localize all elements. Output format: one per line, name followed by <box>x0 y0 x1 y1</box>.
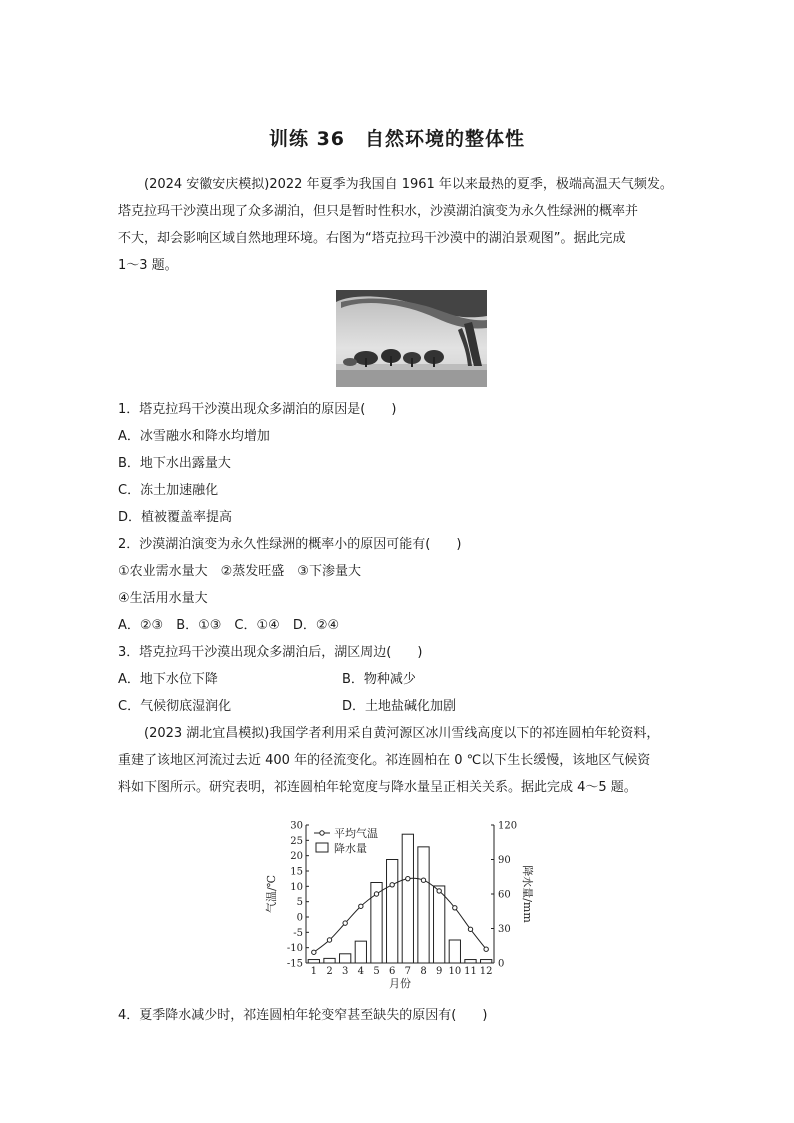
option-d[interactable]: D．植被覆盖率提高 <box>118 510 233 525</box>
option-a[interactable]: A．冰雪融水和降水均增加 <box>118 429 270 444</box>
x-tick-label: 9 <box>435 966 443 977</box>
x-tick-label: 5 <box>373 966 380 977</box>
answer-options[interactable]: A．②③ B．①③ C．①④ D．②④ <box>118 618 340 633</box>
legend-bar-swatch <box>316 843 328 852</box>
question-stem: 4．夏季降水减少时，祁连圆柏年轮变窄甚至缺失的原因有( ) <box>118 1008 488 1023</box>
right-tick-label: 60 <box>498 889 511 901</box>
x-tick-label: 7 <box>404 966 412 977</box>
precipitation-bar <box>481 960 492 963</box>
x-tick-label: 1 <box>310 966 318 977</box>
left-tick-label: 10 <box>290 881 303 893</box>
left-tick-label: -10 <box>286 943 303 955</box>
precipitation-bar <box>418 847 429 963</box>
precipitation-bar <box>449 940 460 963</box>
temperature-point <box>484 947 488 951</box>
x-tick-label: 8 <box>420 966 427 977</box>
option-a[interactable]: A．地下水位下降 <box>118 672 218 687</box>
precipitation-bar <box>324 958 335 963</box>
question-stem: 3．塔克拉玛干沙漠出现众多湖泊后，湖区周边( ) <box>118 645 423 660</box>
intro1-line: 不大，却会影响区域自然地理环境。右图为“塔克拉玛干沙漠中的湖泊景观图”。据此完成 <box>118 231 626 246</box>
temperature-point <box>468 927 472 931</box>
x-tick-label: 12 <box>479 966 493 977</box>
precipitation-bar <box>387 860 398 964</box>
left-axis-title: 气温/℃ <box>265 874 278 914</box>
intro1-line: (2024 安徽安庆模拟)2022 年夏季为我国自 1961 年以来最热的夏季，极端高温天气频发。 <box>144 177 673 192</box>
left-tick-label: 5 <box>296 897 303 909</box>
left-tick-label: -5 <box>293 927 303 939</box>
x-tick-label: 4 <box>357 966 365 977</box>
x-tick-label: 11 <box>464 966 477 977</box>
temperature-point <box>421 878 425 882</box>
temperature-point <box>374 892 378 896</box>
desert-lake-photo <box>336 290 487 387</box>
left-tick-label: -15 <box>286 958 303 970</box>
right-tick-label: 0 <box>498 958 505 970</box>
option-b[interactable]: B．地下水出露量大 <box>118 456 231 471</box>
legend-point-swatch <box>320 831 324 835</box>
left-tick-label: 15 <box>290 866 303 878</box>
temperature-point <box>390 883 394 887</box>
precipitation-bar <box>355 941 366 963</box>
x-axis-title: 月份 <box>389 977 411 990</box>
option-c[interactable]: C．气候彻底湿润化 <box>118 699 232 714</box>
right-tick-label: 120 <box>498 820 518 832</box>
statement-items: ④生活用水量大 <box>118 591 208 606</box>
x-tick-label: 10 <box>448 966 462 977</box>
precipitation-bar <box>308 960 319 963</box>
precipitation-bar <box>402 834 413 963</box>
temperature-point <box>359 904 363 908</box>
legend-label-temperature: 平均气温 <box>334 827 378 840</box>
climate-chart <box>262 815 538 995</box>
intro2-line: (2023 湖北宜昌模拟)我国学者利用采自黄河源区冰川雪线高度以下的祁连圆柏年轮资料， <box>144 726 660 741</box>
right-axis-title: 降水量/mm <box>521 865 534 923</box>
precipitation-bar <box>434 886 445 963</box>
statement-items: ①农业需水量大 ②蒸发旺盛 ③下渗量大 <box>118 564 361 579</box>
question-stem: 2．沙漠湖泊演变为永久性绿洲的概率小的原因可能有( ) <box>118 537 462 552</box>
page-title: 训练 36 自然环境的整体性 <box>268 128 526 150</box>
x-tick-label: 3 <box>341 966 349 977</box>
intro2-line: 料如下图所示。研究表明，祁连圆柏年轮宽度与降水量呈正相关关系。据此完成 4～5 题。 <box>118 780 637 795</box>
right-tick-label: 30 <box>498 924 511 935</box>
temperature-point <box>312 950 316 954</box>
precipitation-bar <box>340 954 351 963</box>
left-tick-label: 30 <box>290 820 303 832</box>
precipitation-bar <box>465 960 476 963</box>
x-tick-label: 2 <box>326 966 333 977</box>
legend-label-precipitation: 降水量 <box>334 842 367 855</box>
intro1-line: 塔克拉玛干沙漠出现了众多湖泊，但只是暂时性积水，沙漠湖泊演变为永久性绿洲的概率并 <box>118 204 639 219</box>
temperature-point <box>453 906 457 910</box>
question-stem: 1．塔克拉玛干沙漠出现众多湖泊的原因是( ) <box>118 402 397 417</box>
temperature-point <box>343 921 347 925</box>
left-tick-label: 20 <box>290 851 303 863</box>
option-c[interactable]: C．冻土加速融化 <box>118 483 219 498</box>
intro2-line: 重建了该地区河流过去近 400 年的径流变化。祁连圆柏在 0 ℃以下生长缓慢，该地区气候资 <box>118 753 651 768</box>
left-tick-label: 0 <box>296 912 303 924</box>
temperature-point <box>406 876 410 880</box>
intro1-line: 1～3 题。 <box>118 258 178 273</box>
option-d[interactable]: D．土地盐碱化加剧 <box>342 699 457 714</box>
temperature-point <box>437 889 441 893</box>
left-tick-label: 25 <box>290 835 303 847</box>
option-b[interactable]: B．物种减少 <box>342 672 416 687</box>
right-tick-label: 90 <box>498 855 511 866</box>
x-tick-label: 6 <box>388 966 396 977</box>
temperature-point <box>327 938 331 942</box>
